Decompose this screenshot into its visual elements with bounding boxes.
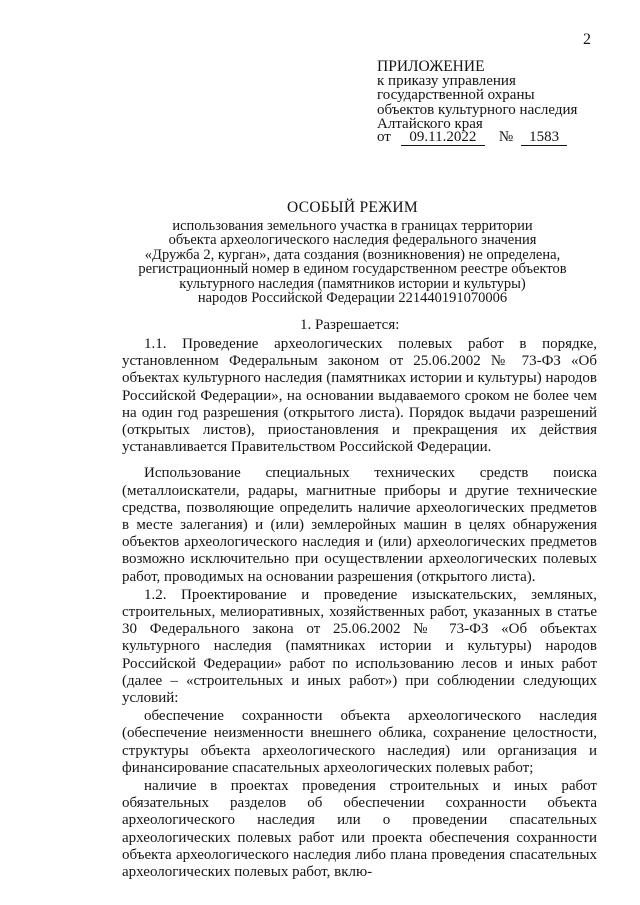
document-title-block [115,200,590,305]
paragraph: 1.1. Проведение археологических полевых работ в порядке, установленном Федеральным законом от 25.06.2002 № 73-ФЗ «Об объектах культурного наследия (памятниках истории и культуры) народов Российской Федерации», на основании выдаваемого сроком не более чем на один год разрешения (открытого листа). Порядок выдачи разрешений (открытых листов), приостановления и прекращения их действия устанавливается Правительством Российской Федерации. [122,336,597,456]
order-date: 09.11.2022 [401,130,485,146]
page-number: 2 [583,31,591,48]
appendix-line: объектов культурного наследия [377,101,578,118]
subtitle-line: использования земельного участка в границах территории [172,218,533,234]
document-body [122,336,597,881]
subtitle-line: народов Российской Федерации 221440191070006 [197,290,508,307]
subtitle-line: объекта археологического наследия федерального значения [168,232,537,249]
appendix-block [377,60,577,131]
paragraph: обеспечение сохранности объекта археологического наследия (обеспечение неизменности внешнего облика, сохранение целостности, структуры объекта археологического наследия) или организация и финансирование спасательных археологических полевых работ; [122,708,597,776]
paragraph: наличие в проектах проведения строительных и иных работ обязательных разделов об обеспечении сохранности объекта археологического наследия или о проведении спасательных археологических полевых работ или проекта обеспечения сохранности объекта археологического наследия либо плана проведения спасательных археологических полевых работ, вклю- [122,778,597,881]
order-date-number-line [377,129,567,146]
number-label: № [498,129,514,145]
paragraph: Использование специальных технических средств поиска (металлоискатели, радары, магнитные приборы и другие технические средства, позволяющие определить наличие археологических предметов в месте залегания) и (или) землеройных машин в целях обнаружения объектов археологического наследия и (или) археологических предметов возможно исключительно при осуществлении археологических полевых работ, проводимых на основании разрешения (открытого листа). [122,465,597,585]
appendix-line: государственной охраны [377,87,535,104]
document-title: ОСОБЫЙ РЕЖИМ [287,199,418,216]
from-label: от [377,129,391,145]
paragraph: 1.2. Проектирование и проведение изыскательских, земляных, строительных, мелиоративных, хозяйственных работ, указанных в статье 30 Федерального закона от 25.06.2002 № 73-ФЗ «Об объектах культурного наследия (памятниках истории и культуры) народов Российской Федерации» работ по использованию лесов и иных работ (далее – «строительных и иных работ») при соблюдении следующих условий: [122,586,597,707]
document-subtitle [115,219,590,305]
appendix-line: к приказу управления [377,73,516,90]
appendix-heading: ПРИЛОЖЕНИЕ [377,58,485,75]
subtitle-line: регистрационный номер в едином государственном реестре объектов [138,261,567,278]
subtitle-line: культурного наследия (памятников истории и культуры) [179,275,526,292]
appendix-line: Алтайского края [377,115,483,132]
order-number: 1583 [521,130,567,146]
section-heading: 1. Разрешается: [300,317,400,333]
subtitle-line: «Дружба 2, курган», дата создания (возникновения) не определена, [144,246,561,263]
